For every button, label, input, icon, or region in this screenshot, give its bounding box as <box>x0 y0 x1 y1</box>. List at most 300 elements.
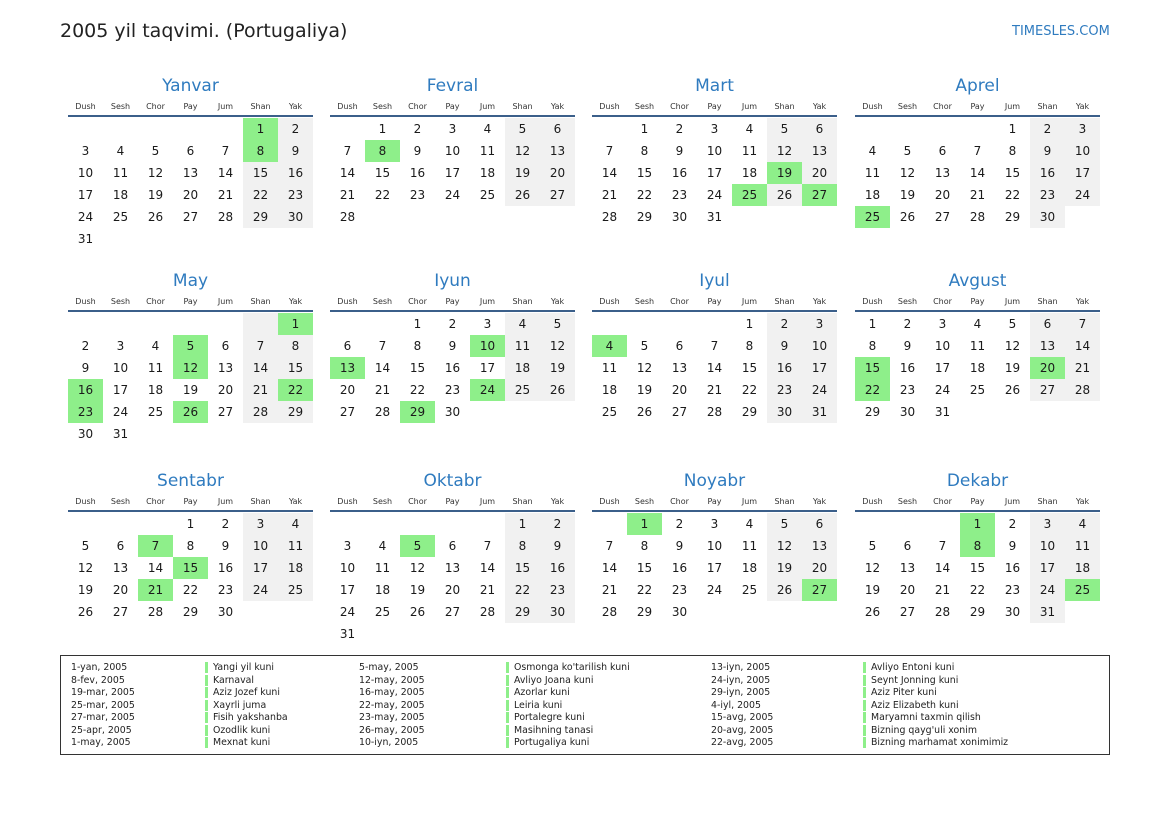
day-cell: 30 <box>540 601 575 623</box>
month-name: Aprel <box>955 76 1000 96</box>
legend-date: 26-may, 2005 <box>359 724 425 736</box>
holiday-day: 13 <box>330 357 365 379</box>
weekday-label: Jum <box>1004 497 1021 506</box>
day-cell: 14 <box>1065 335 1100 357</box>
day-cell: 7 <box>243 335 278 357</box>
day-cell: 15 <box>636 561 653 575</box>
day-cell: 23 <box>444 383 461 397</box>
day-cell: 3 <box>343 539 352 553</box>
day-cell: 12 <box>767 535 802 557</box>
weekday-label: Sesh <box>110 102 131 111</box>
day-cell: 29 <box>969 605 986 619</box>
day-cell: 10 <box>243 535 278 557</box>
day-cell: 2 <box>221 517 230 531</box>
weekday-label: Jum <box>1004 297 1021 306</box>
legend-holiday-name: Bizning marhamat xonimimiz <box>863 737 1008 748</box>
day-cell: 25 <box>479 188 496 202</box>
day-cell: 23 <box>1030 184 1065 206</box>
holiday-day: 1 <box>243 118 278 140</box>
legend-date: 4-iyl, 2005 <box>711 699 761 711</box>
legend-date: 25-mar, 2005 <box>71 699 135 711</box>
holiday-day: 26 <box>173 401 208 423</box>
day-cell: 29 <box>636 605 653 619</box>
day-cell: 27 <box>444 605 461 619</box>
day-cell: 7 <box>221 144 230 158</box>
day-cell: 18 <box>741 166 758 180</box>
empty-cell <box>925 118 960 140</box>
weekday-label: Dush <box>337 297 358 306</box>
day-cell: 9 <box>903 339 912 353</box>
day-cell: 30 <box>1004 605 1021 619</box>
day-cell: 17 <box>479 361 496 375</box>
empty-cell <box>138 513 173 535</box>
day-cell: 20 <box>802 162 837 184</box>
weekday-label: Pay <box>445 497 460 506</box>
weekday-label: Yak <box>812 297 827 306</box>
day-cell: 17 <box>706 166 723 180</box>
day-cell: 28 <box>1065 379 1100 401</box>
weekday-label: Sesh <box>372 102 393 111</box>
day-cell: 19 <box>505 162 540 184</box>
weekday-label: Sesh <box>372 497 393 506</box>
legend-date: 13-iyn, 2005 <box>711 662 771 673</box>
weekday-label: Sesh <box>897 497 918 506</box>
day-cell: 21 <box>601 583 618 597</box>
day-cell: 27 <box>671 405 688 419</box>
day-cell: 30 <box>278 206 313 228</box>
holiday-day: 10 <box>470 335 505 357</box>
day-cell: 10 <box>706 144 723 158</box>
day-cell: 11 <box>112 166 129 180</box>
day-cell: 31 <box>112 427 129 441</box>
weekday-header <box>592 493 837 512</box>
day-cell: 23 <box>671 188 688 202</box>
weekday-label: Sesh <box>110 297 131 306</box>
empty-cell <box>330 313 365 335</box>
day-grid <box>592 513 837 623</box>
month-noyabr <box>592 469 837 623</box>
day-cell: 9 <box>767 335 802 357</box>
day-cell: 28 <box>217 210 234 224</box>
empty-cell <box>330 118 365 140</box>
day-cell: 7 <box>938 539 947 553</box>
day-cell: 10 <box>112 361 129 375</box>
day-cell: 26 <box>767 579 802 601</box>
day-cell: 30 <box>671 605 688 619</box>
day-cell: 4 <box>1065 513 1100 535</box>
holiday-day: 7 <box>138 535 173 557</box>
holiday-day: 1 <box>278 313 313 335</box>
day-cell: 24 <box>77 210 94 224</box>
empty-cell <box>697 313 732 335</box>
day-cell: 27 <box>339 405 356 419</box>
day-cell: 11 <box>147 361 164 375</box>
day-cell: 23 <box>899 383 916 397</box>
day-cell: 27 <box>540 184 575 206</box>
empty-cell <box>890 513 925 535</box>
day-cell: 8 <box>640 539 649 553</box>
day-cell: 17 <box>1065 162 1100 184</box>
day-cell: 12 <box>1004 339 1021 353</box>
empty-cell <box>208 313 243 335</box>
weekday-label: Yak <box>550 497 565 506</box>
day-cell: 31 <box>802 401 837 423</box>
weekday-label: Sesh <box>634 497 655 506</box>
day-cell: 9 <box>81 361 90 375</box>
legend-holiday-name: Portalegre kuni <box>506 712 585 723</box>
month-name: Mart <box>695 76 734 96</box>
day-cell: 7 <box>378 339 387 353</box>
day-cell: 17 <box>112 383 129 397</box>
day-cell: 20 <box>671 383 688 397</box>
day-grid <box>855 513 1100 623</box>
empty-cell <box>103 513 138 535</box>
day-cell: 24 <box>706 188 723 202</box>
weekday-label: Chor <box>670 102 689 111</box>
day-cell: 23 <box>217 583 234 597</box>
month-name: Noyabr <box>683 471 746 491</box>
month-iyul <box>592 269 837 423</box>
day-cell: 10 <box>1030 535 1065 557</box>
day-cell: 6 <box>802 118 837 140</box>
weekday-label: Jum <box>479 102 496 111</box>
weekday-label: Pay <box>707 497 722 506</box>
month-name: Oktabr <box>423 471 482 491</box>
day-cell: 26 <box>864 605 881 619</box>
empty-cell <box>243 313 278 335</box>
day-cell: 12 <box>864 561 881 575</box>
legend-date: 5-may, 2005 <box>359 662 419 673</box>
day-cell: 8 <box>1008 144 1017 158</box>
day-cell: 25 <box>601 405 618 419</box>
legend-holiday-name: Leiria kuni <box>506 700 562 711</box>
day-cell: 19 <box>409 583 426 597</box>
day-cell: 28 <box>243 401 278 423</box>
day-grid <box>330 313 575 423</box>
legend-date: 10-iyn, 2005 <box>359 737 419 748</box>
day-cell: 13 <box>802 535 837 557</box>
weekday-label: Yak <box>812 497 827 506</box>
weekday-label: Jum <box>217 297 234 306</box>
day-cell: 17 <box>339 583 356 597</box>
day-cell: 19 <box>540 357 575 379</box>
day-cell: 31 <box>339 627 356 641</box>
weekday-label: Dush <box>599 297 620 306</box>
legend-date: 12-may, 2005 <box>359 674 425 686</box>
day-cell: 14 <box>147 561 164 575</box>
day-cell: 26 <box>409 605 426 619</box>
day-cell: 23 <box>1004 583 1021 597</box>
weekday-label: Chor <box>146 497 165 506</box>
legend-holiday-name: Aziz Jozef kuni <box>205 687 280 698</box>
day-grid <box>855 118 1100 228</box>
weekday-label: Jum <box>1004 102 1021 111</box>
holiday-day: 27 <box>802 579 837 601</box>
legend-date: 23-may, 2005 <box>359 712 425 723</box>
holiday-day: 24 <box>470 379 505 401</box>
weekday-label: Chor <box>408 497 427 506</box>
holiday-day: 5 <box>400 535 435 557</box>
day-cell: 29 <box>636 210 653 224</box>
site-link[interactable]: TIMESLES.COM <box>1012 24 1110 39</box>
weekday-label: Chor <box>408 297 427 306</box>
holiday-day: 8 <box>243 140 278 162</box>
day-cell: 29 <box>243 206 278 228</box>
day-cell: 13 <box>1030 335 1065 357</box>
day-cell: 3 <box>710 517 719 531</box>
day-cell: 16 <box>899 361 916 375</box>
day-cell: 24 <box>112 405 129 419</box>
day-cell: 2 <box>81 339 90 353</box>
day-cell: 1 <box>186 517 195 531</box>
month-fevral <box>330 74 575 228</box>
month-iyun <box>330 269 575 423</box>
legend-holiday-name: Avliyo Joana kuni <box>506 675 593 686</box>
holiday-day: 1 <box>960 513 995 535</box>
day-cell: 27 <box>899 605 916 619</box>
day-cell: 16 <box>1004 561 1021 575</box>
day-cell: 21 <box>243 379 278 401</box>
holiday-day: 23 <box>68 401 103 423</box>
day-cell: 4 <box>973 317 982 331</box>
weekday-label: Shan <box>512 297 533 306</box>
day-cell: 14 <box>601 561 618 575</box>
day-cell: 14 <box>339 166 356 180</box>
day-cell: 1 <box>413 317 422 331</box>
weekday-header <box>68 98 313 117</box>
day-cell: 3 <box>938 317 947 331</box>
day-cell: 19 <box>864 583 881 597</box>
day-grid <box>68 118 313 250</box>
day-cell: 16 <box>540 557 575 579</box>
day-cell: 7 <box>483 539 492 553</box>
month-aprel <box>855 74 1100 228</box>
weekday-header <box>592 293 837 312</box>
day-cell: 17 <box>243 557 278 579</box>
empty-cell <box>365 313 400 335</box>
day-cell: 28 <box>706 405 723 419</box>
day-cell: 26 <box>636 405 653 419</box>
weekday-label: Jum <box>479 297 496 306</box>
day-cell: 21 <box>706 383 723 397</box>
day-cell: 6 <box>1030 313 1065 335</box>
day-cell: 19 <box>767 557 802 579</box>
day-cell: 2 <box>278 118 313 140</box>
day-cell: 17 <box>934 361 951 375</box>
day-cell: 21 <box>1065 357 1100 379</box>
month-oktabr <box>330 469 575 645</box>
day-cell: 10 <box>77 166 94 180</box>
day-cell: 11 <box>741 539 758 553</box>
day-cell: 5 <box>1008 317 1017 331</box>
day-cell: 7 <box>605 539 614 553</box>
day-cell: 13 <box>899 561 916 575</box>
weekday-header <box>855 98 1100 117</box>
weekday-label: Chor <box>933 102 952 111</box>
weekday-header <box>592 98 837 117</box>
day-cell: 15 <box>741 361 758 375</box>
day-cell: 15 <box>374 166 391 180</box>
day-cell: 26 <box>77 605 94 619</box>
day-cell: 26 <box>147 210 164 224</box>
month-name: Dekabr <box>946 471 1009 491</box>
empty-cell <box>662 313 697 335</box>
month-yanvar <box>68 74 313 250</box>
empty-cell <box>890 118 925 140</box>
day-cell: 9 <box>278 140 313 162</box>
day-cell: 21 <box>601 188 618 202</box>
empty-cell <box>470 513 505 535</box>
holiday-day: 25 <box>732 184 767 206</box>
day-cell: 6 <box>903 539 912 553</box>
day-cell: 9 <box>1008 539 1017 553</box>
day-cell: 23 <box>671 583 688 597</box>
day-cell: 16 <box>1030 162 1065 184</box>
day-cell: 4 <box>378 539 387 553</box>
day-cell: 16 <box>767 357 802 379</box>
weekday-label: Dush <box>862 497 883 506</box>
month-name: Avgust <box>948 271 1007 291</box>
weekday-label: Dush <box>75 297 96 306</box>
empty-cell <box>925 513 960 535</box>
day-cell: 28 <box>374 405 391 419</box>
day-cell: 2 <box>767 313 802 335</box>
day-cell: 12 <box>540 335 575 357</box>
day-cell: 10 <box>802 335 837 357</box>
day-cell: 20 <box>217 383 234 397</box>
day-cell: 3 <box>243 513 278 535</box>
day-cell: 7 <box>1065 313 1100 335</box>
day-cell: 1 <box>640 122 649 136</box>
day-cell: 12 <box>899 166 916 180</box>
day-cell: 19 <box>636 383 653 397</box>
legend-date: 27-mar, 2005 <box>71 712 135 723</box>
day-cell: 5 <box>151 144 160 158</box>
month-sentabr <box>68 469 313 623</box>
day-cell: 27 <box>112 605 129 619</box>
empty-cell <box>173 313 208 335</box>
holiday-day: 1 <box>627 513 662 535</box>
day-cell: 11 <box>278 535 313 557</box>
day-cell: 1 <box>868 317 877 331</box>
day-cell: 1 <box>505 513 540 535</box>
holiday-day: 8 <box>365 140 400 162</box>
day-cell: 29 <box>278 401 313 423</box>
day-cell: 28 <box>601 605 618 619</box>
day-cell: 18 <box>374 583 391 597</box>
day-cell: 30 <box>899 405 916 419</box>
day-cell: 6 <box>448 539 457 553</box>
day-cell: 5 <box>640 339 649 353</box>
day-cell: 12 <box>409 561 426 575</box>
day-cell: 3 <box>802 313 837 335</box>
empty-cell <box>960 118 995 140</box>
legend-date: 29-iyn, 2005 <box>711 687 771 698</box>
day-cell: 9 <box>448 339 457 353</box>
weekday-label: Yak <box>288 102 303 111</box>
legend-holiday-name: Aziz Elizabeth kuni <box>863 700 959 711</box>
day-cell: 24 <box>706 583 723 597</box>
weekday-label: Yak <box>288 297 303 306</box>
weekday-label: Pay <box>183 297 198 306</box>
day-grid <box>855 313 1100 423</box>
day-cell: 4 <box>505 313 540 335</box>
day-cell: 14 <box>217 166 234 180</box>
weekday-label: Pay <box>707 102 722 111</box>
day-cell: 5 <box>81 539 90 553</box>
day-cell: 22 <box>741 383 758 397</box>
day-cell: 17 <box>706 561 723 575</box>
weekday-label: Yak <box>1075 297 1090 306</box>
day-cell: 19 <box>182 383 199 397</box>
day-cell: 4 <box>868 144 877 158</box>
day-cell: 10 <box>706 539 723 553</box>
day-cell: 18 <box>505 357 540 379</box>
day-cell: 28 <box>339 210 356 224</box>
day-cell: 18 <box>479 166 496 180</box>
weekday-header <box>68 493 313 512</box>
day-cell: 26 <box>505 184 540 206</box>
weekday-label: Pay <box>970 497 985 506</box>
weekday-label: Dush <box>75 102 96 111</box>
day-cell: 13 <box>182 166 199 180</box>
day-cell: 24 <box>802 379 837 401</box>
day-cell: 22 <box>505 579 540 601</box>
day-cell: 6 <box>116 539 125 553</box>
day-cell: 9 <box>1030 140 1065 162</box>
holiday-day: 15 <box>855 357 890 379</box>
month-avgust <box>855 269 1100 423</box>
day-cell: 20 <box>934 188 951 202</box>
weekday-label: Jum <box>217 102 234 111</box>
weekday-label: Dush <box>862 297 883 306</box>
day-cell: 3 <box>448 122 457 136</box>
day-cell: 8 <box>413 339 422 353</box>
holiday-day: 21 <box>138 579 173 601</box>
holiday-day: 27 <box>802 184 837 206</box>
day-cell: 24 <box>339 605 356 619</box>
weekday-label: Sesh <box>897 297 918 306</box>
day-cell: 30 <box>767 401 802 423</box>
weekday-label: Jum <box>741 297 758 306</box>
legend-date: 19-mar, 2005 <box>71 687 135 698</box>
weekday-label: Sesh <box>634 102 655 111</box>
day-cell: 29 <box>864 405 881 419</box>
day-cell: 5 <box>903 144 912 158</box>
day-cell: 4 <box>151 339 160 353</box>
holiday-day: 29 <box>400 401 435 423</box>
day-cell: 6 <box>343 339 352 353</box>
day-cell: 27 <box>934 210 951 224</box>
day-cell: 1 <box>378 122 387 136</box>
day-cell: 18 <box>601 383 618 397</box>
day-cell: 8 <box>745 339 754 353</box>
empty-cell <box>365 513 400 535</box>
day-cell: 5 <box>540 313 575 335</box>
weekday-label: Shan <box>250 102 271 111</box>
empty-cell <box>103 118 138 140</box>
empty-cell <box>400 513 435 535</box>
day-cell: 6 <box>221 339 230 353</box>
holiday-day: 8 <box>960 535 995 557</box>
day-cell: 18 <box>864 188 881 202</box>
day-cell: 30 <box>671 210 688 224</box>
holiday-day: 12 <box>173 357 208 379</box>
empty-cell <box>173 118 208 140</box>
empty-cell <box>855 513 890 535</box>
day-cell: 21 <box>339 188 356 202</box>
empty-cell <box>592 118 627 140</box>
